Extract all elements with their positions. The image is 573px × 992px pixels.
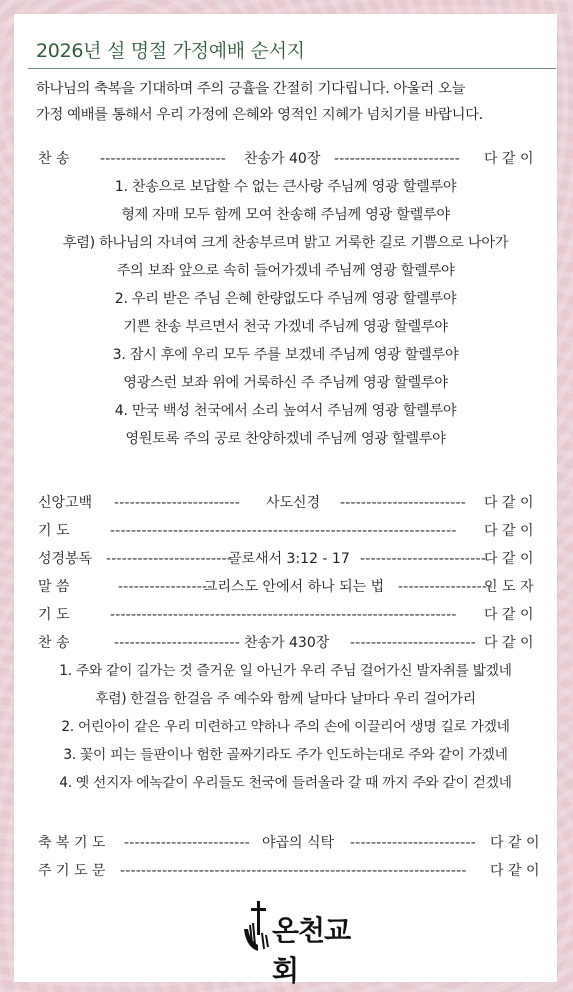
- order-row-sermon: [14, 574, 557, 600]
- hymn1-row: [14, 146, 557, 172]
- closing-row-benediction: [14, 830, 557, 856]
- dash-leader: ------------------------: [100, 151, 227, 167]
- dash-leader: ------------------------: [350, 635, 477, 651]
- hymn2-lyric: 4. 옛 선지자 에녹같이 우리들도 천국에 들려올라 갈 때 까지 주와 같이 걷겠네: [59, 775, 512, 791]
- order-who: 다 같 이: [484, 551, 534, 567]
- dash-leader: ------------------------: [124, 835, 251, 851]
- intro-line-1: 하나님의 축복을 기대하며 주의 긍휼을 간절히 기다립니다. 아울러 오늘: [36, 81, 466, 97]
- hymn1-lyric: 1. 찬송으로 보답할 수 없는 큰사랑 주님께 영광 할렐루야: [114, 179, 457, 195]
- dash-leader: ------------------------: [350, 835, 477, 851]
- closing-label: 축 복 기 도: [38, 835, 106, 851]
- order-who: 다 같 이: [484, 523, 534, 539]
- dash-leader: ------------------: [118, 579, 213, 595]
- hymn1-lyric: 4. 만국 백성 천국에서 소리 높여서 주님께 영광 할렐루야: [114, 403, 457, 419]
- order-label: 성경봉독: [38, 551, 93, 567]
- dash-leader: ------------------------: [334, 151, 461, 167]
- dash-leader: ------------------------: [106, 551, 233, 567]
- hymn1-title: 찬송가 40장: [244, 151, 321, 167]
- order-label: 말 씀: [38, 579, 70, 595]
- hymn1-lyric: 3. 잠시 후에 우리 모두 주를 보겠네 주님께 영광 할렐루야: [112, 347, 459, 363]
- cross-hands-icon: [242, 899, 276, 955]
- church-logo: [242, 899, 362, 987]
- hymn2-lyric: 2. 어린아이 같은 우리 미련하고 약하나 주의 손에 이끌리어 생명 길로 가겠네: [61, 719, 510, 735]
- title-divider: [28, 68, 556, 69]
- hymn2-lyric: 1. 주와 같이 길가는 것 즐거운 일 아닌가 우리 주님 걸어가신 발자취를 밟겠네: [59, 663, 512, 679]
- order-content: 찬송가 430장: [244, 635, 330, 651]
- closing-who: 다 같 이: [490, 863, 540, 879]
- order-row-reading: [14, 546, 557, 572]
- order-content: 사도신경: [266, 495, 321, 511]
- intro-paragraph: [36, 76, 546, 128]
- hymn2-lyric: 후렴) 한걸음 한걸음 주 예수와 함께 날마다 날마다 우리 걸어가리: [95, 691, 476, 707]
- order-row-prayer-2: [14, 602, 557, 628]
- hymn1-who: 다 같 이: [484, 151, 534, 167]
- dash-leader: ------------------------: [114, 495, 241, 511]
- dash-leader: ------------------------: [340, 495, 467, 511]
- order-row-hymn2: [14, 630, 557, 656]
- order-content: 골로새서 3:12 - 17: [228, 551, 350, 567]
- dash-leader: ------------------------: [360, 551, 487, 567]
- hymn1-lyric: 후렴) 하나님의 자녀여 크게 찬송부르며 밝고 거룩한 길로 기쁨으로 나아가: [62, 235, 509, 251]
- order-who: 다 같 이: [484, 607, 534, 623]
- hymn1-lyric: 영광스런 보좌 위에 거룩하신 주 주님께 영광 할렐루야: [123, 375, 448, 391]
- order-label: 기 도: [38, 607, 70, 623]
- hymn1-label: 찬 송: [38, 151, 70, 167]
- order-who: 인 도 자: [484, 579, 534, 595]
- order-who: 다 같 이: [484, 635, 534, 651]
- dash-leader: ------------------: [398, 579, 493, 595]
- hymn1-lyric: 2. 우리 받은 주님 은혜 한량없도다 주님께 영광 할렐루야: [114, 291, 457, 307]
- hymn1-lyric: 기쁜 찬송 부르면서 천국 가겠네 주님께 영광 할렐루야: [123, 319, 448, 335]
- order-label: 기 도: [38, 523, 70, 539]
- order-who: 다 같 이: [484, 495, 534, 511]
- closing-content: 야곱의 식탁: [262, 835, 335, 851]
- hymn1-lyric: 주의 보좌 앞으로 속히 들어가겠네 주님께 영광 할렐루야: [116, 263, 455, 279]
- closing-label: 주 기 도 문: [38, 863, 106, 879]
- order-row-prayer: [14, 518, 557, 544]
- hymn1-lyric: 형제 자매 모두 함께 모여 찬송해 주님께 영광 할렐루야: [121, 207, 450, 223]
- order-label: 신앙고백: [38, 495, 93, 511]
- church-name: 온천교회: [272, 914, 351, 987]
- order-row-creed: [14, 490, 557, 516]
- hymn1-lyric: 영원토록 주의 공로 찬양하겠네 주님께 영광 할렐루야: [125, 431, 446, 447]
- order-label: 찬 송: [38, 635, 70, 651]
- dash-leader: ------------------------: [114, 635, 241, 651]
- closing-who: 다 같 이: [490, 835, 540, 851]
- order-content: 그리스도 안에서 하나 되는 법: [204, 579, 385, 595]
- bulletin-card: [14, 14, 557, 987]
- closing-row-lords-prayer: [14, 858, 557, 884]
- dash-leader: ------------------------------------------------------------------: [110, 607, 457, 623]
- hymn2-lyric: 3. 꽃이 피는 들판이나 험한 골짜기라도 주가 인도하는대로 주와 같이 가겠네: [63, 747, 508, 763]
- intro-line-2: 가정 예배를 통해서 우리 가정에 은혜와 영적인 지혜가 넘치기를 바랍니다.: [36, 107, 483, 123]
- dash-leader: ------------------------------------------------------------------: [120, 863, 467, 879]
- page-title: 2026년 설 명절 가정예배 순서지: [36, 40, 305, 62]
- dash-leader: ------------------------------------------------------------------: [110, 523, 457, 539]
